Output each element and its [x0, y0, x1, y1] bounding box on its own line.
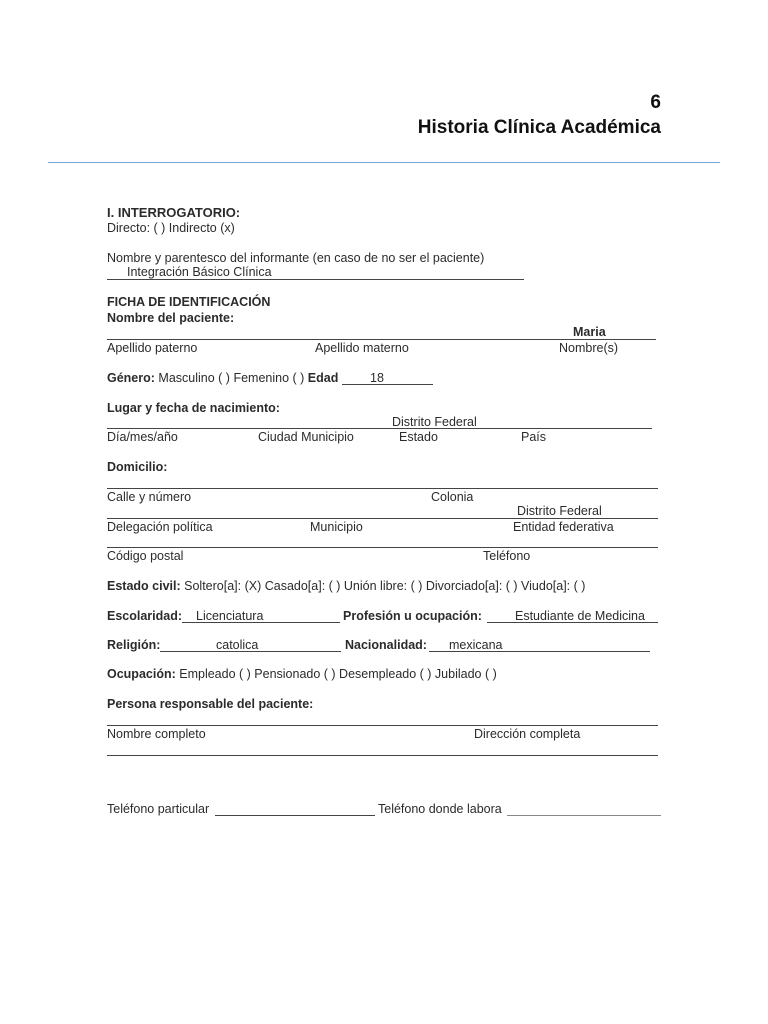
domicilio-label: Domicilio:	[107, 460, 168, 474]
ocupacion-label: Ocupación:	[107, 667, 176, 681]
domicilio-line-1	[107, 488, 658, 489]
apellido-paterno-label: Apellido paterno	[107, 341, 198, 355]
municipio-label: Municipio	[310, 520, 363, 534]
escolaridad-value[interactable]: Licenciatura	[196, 609, 264, 623]
nombre-paciente-label: Nombre del paciente:	[107, 311, 235, 325]
domicilio-line-2	[107, 518, 658, 519]
responsable-line-2	[107, 755, 658, 756]
pais-label: País	[521, 430, 547, 444]
nombre-completo-label: Nombre completo	[107, 727, 206, 741]
codigo-postal-label: Código postal	[107, 549, 184, 563]
nacimiento-label: Lugar y fecha de nacimiento:	[107, 401, 280, 415]
section-heading-interrogatorio: I. INTERROGATORIO:	[107, 205, 241, 220]
informante-line	[107, 279, 524, 280]
telefono-label: Teléfono	[483, 549, 531, 563]
profesion-value[interactable]: Estudiante de Medicina	[515, 609, 645, 623]
responsable-line-1	[107, 725, 658, 726]
genero-label: Género:	[107, 371, 155, 385]
genero-row	[107, 371, 338, 385]
edad-label: Edad	[307, 371, 339, 385]
nacimiento-line	[107, 428, 652, 429]
ocupacion-row	[107, 667, 497, 681]
nacionalidad-label: Nacionalidad:	[345, 638, 427, 652]
estado-label: Estado	[399, 430, 438, 444]
apellido-materno-label: Apellido materno	[315, 341, 409, 355]
edad-value[interactable]: 18	[370, 371, 384, 385]
escolaridad-label: Escolaridad:	[107, 609, 183, 623]
telefono-labora-label: Teléfono donde labora	[378, 802, 502, 816]
religion-value[interactable]: catolica	[216, 638, 259, 652]
dia-mes-ano-label: Día/mes/año	[107, 430, 178, 444]
estado-civil-options[interactable]: Soltero[a]: (X) Casado[a]: ( ) Unión libre: ( ) Divorciado[a]: ( ) Viudo[a]: ( )	[184, 579, 586, 593]
telefono-particular-label: Teléfono particular	[107, 802, 210, 816]
nombres-label: Nombre(s)	[559, 341, 619, 355]
domicilio-line-3	[107, 547, 658, 548]
delegacion-label: Delegación política	[107, 520, 213, 534]
telefono-particular-line[interactable]	[215, 815, 375, 816]
direccion-completa-label: Dirección completa	[474, 727, 581, 741]
edad-line	[342, 384, 433, 385]
profesion-label: Profesión u ocupación:	[343, 609, 482, 623]
header-divider	[48, 162, 720, 163]
estado-civil-label: Estado civil:	[107, 579, 181, 593]
nacimiento-estado-value[interactable]: Distrito Federal	[392, 415, 477, 429]
nombre-paciente-line	[107, 339, 656, 340]
nacionalidad-value[interactable]: mexicana	[449, 638, 503, 652]
religion-label: Religión:	[107, 638, 161, 652]
estado-civil-row	[107, 579, 585, 593]
entidad-federativa-value[interactable]: Distrito Federal	[517, 504, 602, 518]
informante-value[interactable]: Integración Básico Clínica	[127, 265, 272, 279]
page-title: Historia Clínica Académica	[417, 117, 661, 138]
colonia-label: Colonia	[431, 490, 474, 504]
ocupacion-options[interactable]: Empleado ( ) Pensionado ( ) Desempleado ( ) Jubilado ( )	[179, 667, 497, 681]
page-number: 6	[650, 92, 661, 113]
entidad-federativa-label: Entidad federativa	[513, 520, 614, 534]
calle-numero-label: Calle y número	[107, 490, 192, 504]
telefono-labora-line[interactable]	[507, 815, 661, 816]
genero-options[interactable]: Masculino ( ) Femenino ( )	[158, 371, 305, 385]
nombre-paciente-value[interactable]: Maria	[573, 325, 606, 339]
informante-label: Nombre y parentesco del informante (en caso de no ser el paciente)	[107, 251, 485, 265]
responsable-label: Persona responsable del paciente:	[107, 697, 314, 711]
ciudad-municipio-label: Ciudad Municipio	[258, 430, 354, 444]
directo-indirecto-field[interactable]: Directo: ( ) Indirecto (x)	[107, 221, 235, 235]
ficha-heading: FICHA DE IDENTIFICACIÓN	[107, 295, 271, 309]
